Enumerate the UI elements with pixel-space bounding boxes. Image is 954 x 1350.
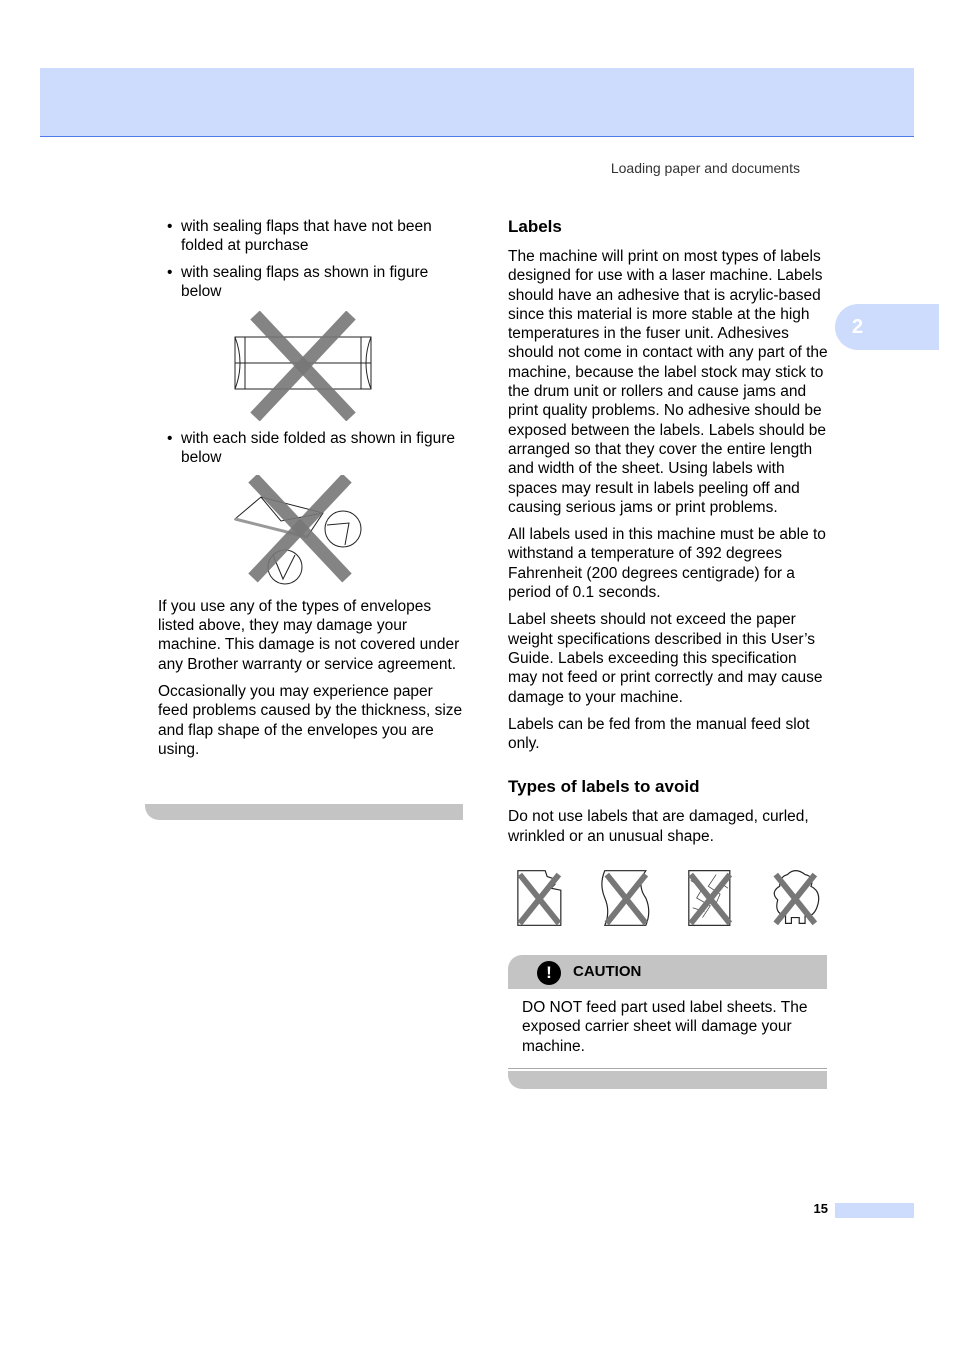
curled-label-icon [597, 868, 660, 928]
list-item [158, 263, 463, 302]
caution-text: DO NOT feed part used label sheets. The exposed carrier sheet will damage your machine. [522, 999, 808, 1055]
caution-title: CAUTION [573, 963, 642, 980]
caution-header [508, 955, 827, 989]
labels-to-avoid-figures [512, 868, 828, 928]
paragraph: If you use any of the types of envelopes listed above, they may damage your machine. This damage is not covered under any Brother warranty or service agreement. [158, 597, 460, 673]
section-heading-labels: Labels [508, 217, 562, 236]
running-header: Loading paper and documents [610, 160, 800, 176]
paragraph: Label sheets should not exceed the paper weight specifications described in this User’s Guide. Labels exceeding this specification may not feed or print correctly and may cause damage to your machine. [508, 611, 823, 706]
section-end-bar [145, 804, 463, 820]
envelope-folded-crossed-illustration [233, 475, 368, 585]
list-item-text: with sealing flaps that have not been folded at purchase [181, 218, 432, 255]
paragraph: Labels can be fed from the manual feed slot only. [508, 715, 810, 753]
caution-divider [508, 1068, 827, 1069]
envelope-flaps-crossed-illustration [233, 311, 373, 421]
right-column [508, 217, 828, 940]
list-item-text: with each side folded as shown in figure below [181, 430, 455, 467]
left-column [158, 217, 463, 767]
paragraph: The machine will print on most types of labels designed for use with a laser machine. Labels should have an adhesive that is acrylic-based since this material is more stable at the high temperatures in the fuser unit. Adhesives should not come in contact with any part of the machine, because the label stock may stick to the drum unit or rollers and cause jams and print quality problems. No adhesive should be exposed between the labels. Labels should be arranged so that they cover the entire length and width of the sheet. Using labels with spaces may result in labels peeling off and causing serious jams or print problems. [508, 248, 828, 516]
list-item [158, 429, 463, 468]
exclamation-icon: ! [537, 961, 561, 985]
list-item-text: with sealing flaps as shown in figure below [181, 263, 429, 300]
list-item [158, 217, 463, 256]
bullet-icon: • [167, 263, 173, 281]
wrinkled-label-icon [681, 868, 744, 928]
page-number: 15 [813, 1201, 828, 1216]
paragraph: Occasionally you may experience paper feed problems caused by the thickness, size and flap shape of the envelopes you are using. [158, 682, 463, 758]
damaged-label-icon [512, 868, 575, 928]
page-number-bar [835, 1203, 914, 1218]
header-band [40, 68, 914, 137]
chapter-tab: 2 [835, 304, 939, 350]
paragraph: Do not use labels that are damaged, curled, wrinkled or an unusual shape. [508, 808, 809, 845]
caution-end-bar [508, 1071, 827, 1089]
bullet-icon: • [167, 218, 173, 235]
section-heading-types: Types of labels to avoid [508, 777, 700, 797]
bullet-icon: • [167, 430, 173, 448]
unusual-shape-label-icon [766, 868, 829, 928]
paragraph: All labels used in this machine must be able to withstand a temperature of 392 degrees Fahrenheit (200 degrees centigrade) for a period of 0.1 seconds. [508, 526, 826, 602]
